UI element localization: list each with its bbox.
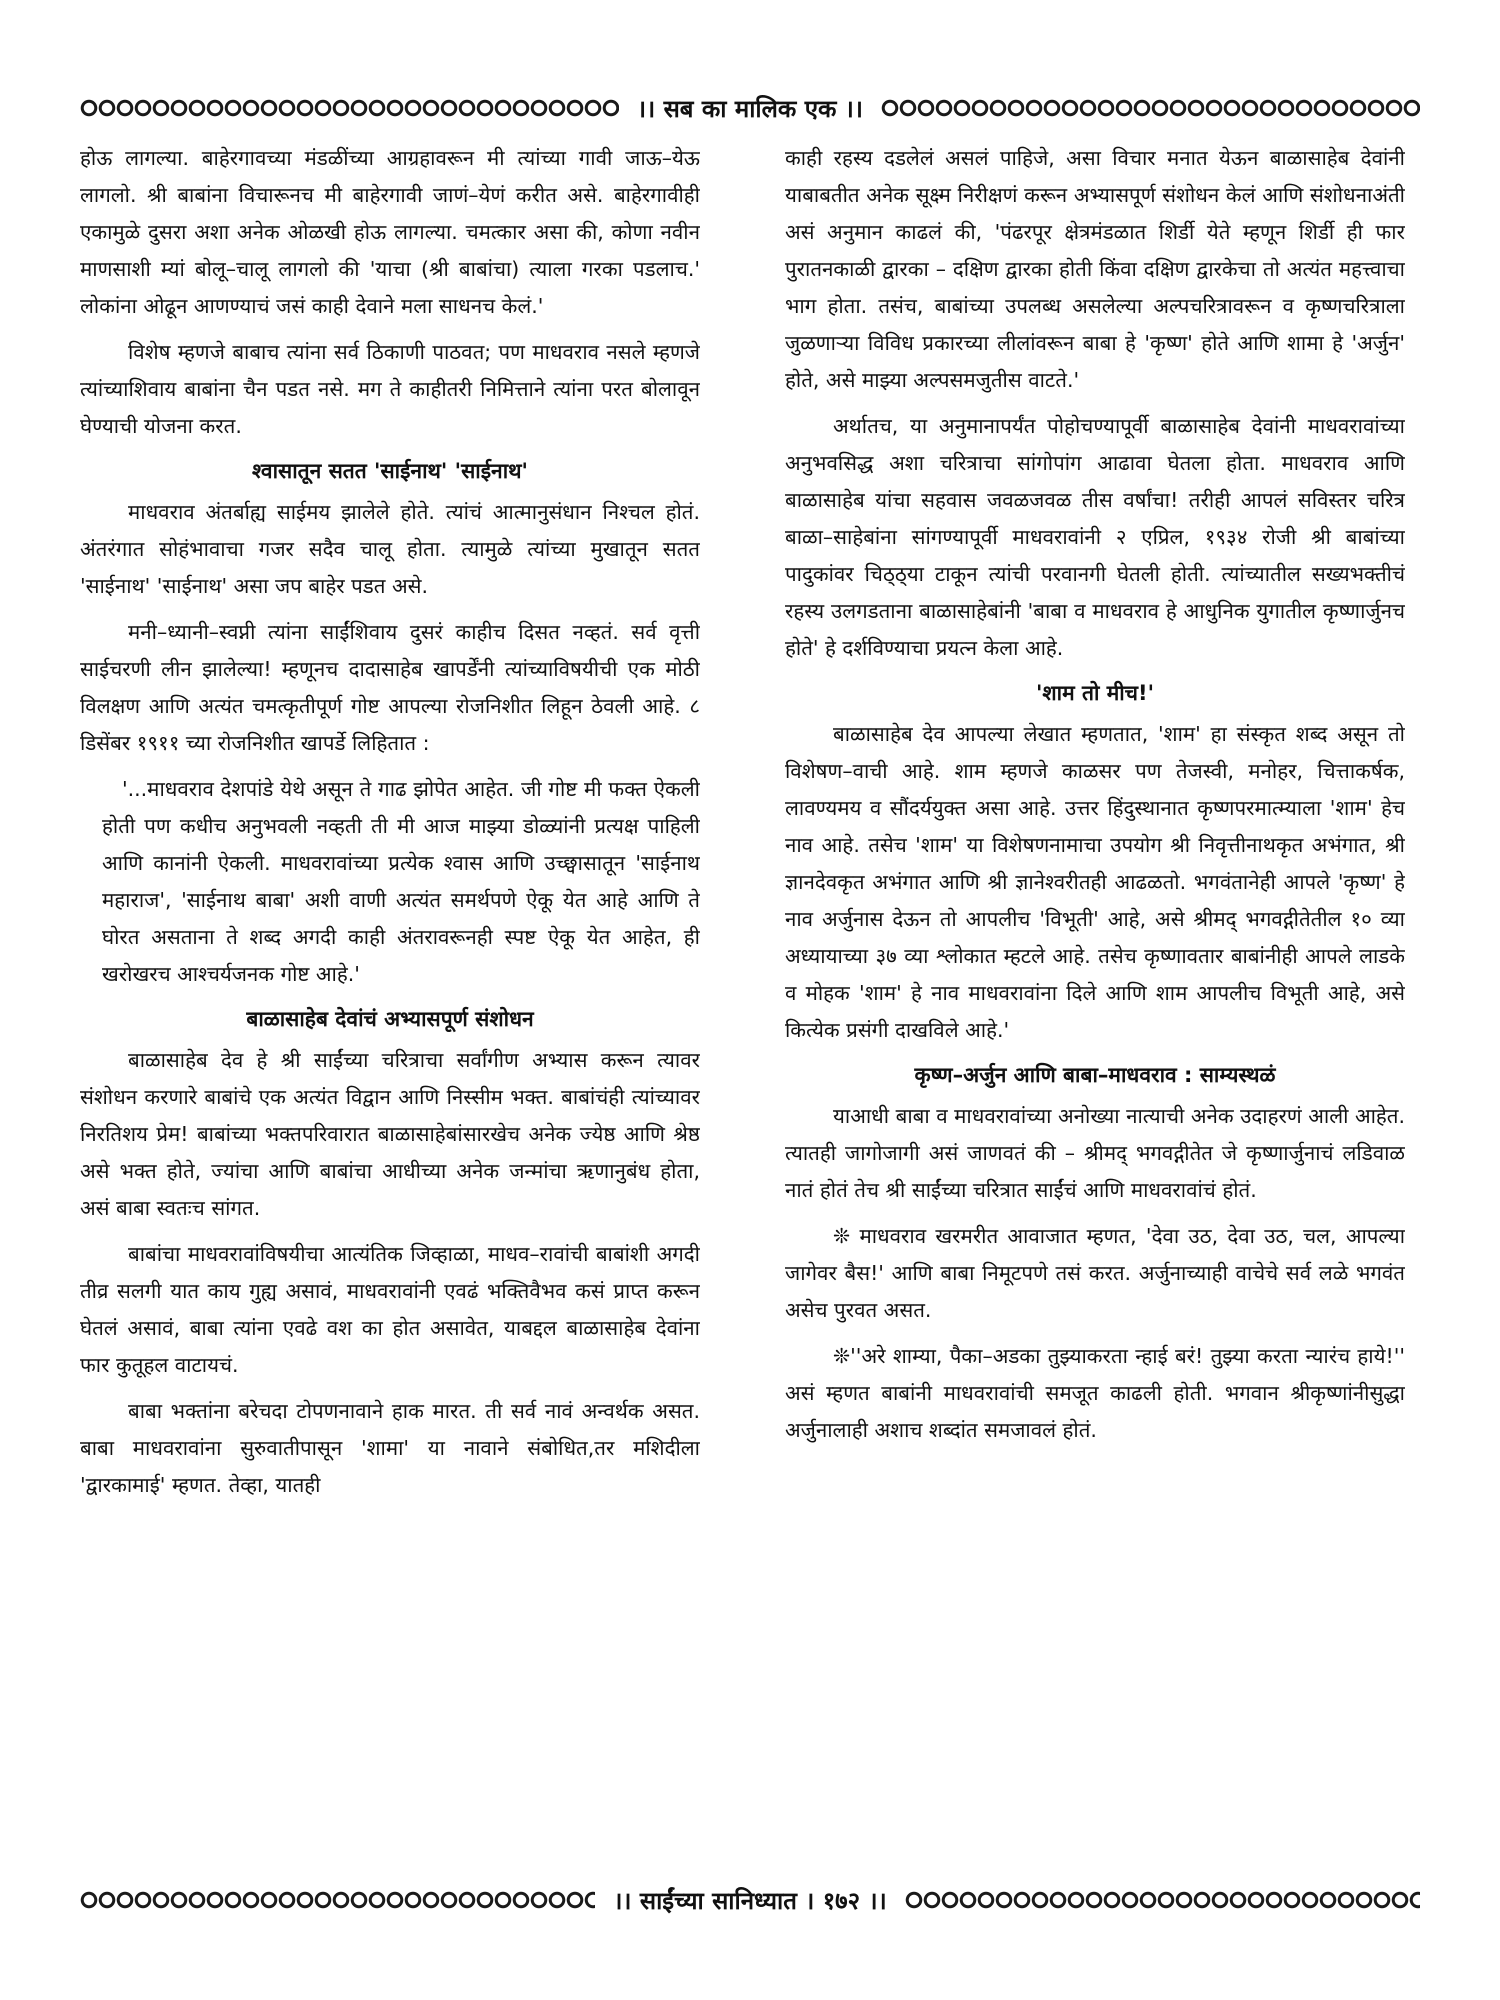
quote-paragraph: '...माधवराव देशपांडे येथे असून ते गाढ झोपेत आहेत. जी गोष्ट मी फक्त ऐकली होती पण कधीच अनुभवली नव्हती ती मी आज माझ्या डोळ्यांनी प्रत्यक्ष पाहिली आणि कानांनी ऐकली. माधवरावांच्या प्रत्येक श्वास आणि उच्छ्वासातून 'साईनाथ महाराज', 'साईनाथ बाबा' अशी वाणी अत्यंत समर्थपणे ऐकू येत आहे आणि ते घोरत असताना ते शब्द अगदी काही अंतरावरूनही स्पष्ट ऐकू येत आहेत, ही खरोखरच आश्चर्यजनक गोष्ट आहे.'	[102, 777, 700, 986]
paragraph: होऊ लागल्या. बाहेरगावच्या मंडळींच्या आग्रहावरून मी त्यांच्या गावी जाऊ–येऊ लागलो. श्री बाबांना विचारूनच मी बाहेरगावी जाणं–येणं करीत असे. बाहेरगावीही एकामुळे दुसरा अशा अनेक ओळखी होऊ लागल्या. चमत्कार असा की, कोणा नवीन माणसाशी म्यां बोलू–चालू लागलो की 'याचा (श्री बाबांचा) त्याला गरका पडलाच.' लोकांना ओढून आणण्याचं जसं काही देवाने मला साधनच केलं.'	[80, 146, 700, 318]
paragraph: माधवराव अंतर्बाह्य साईमय झालेले होते. त्यांचं आत्मानुसंधान निश्चल होतं. अंतरंगात सोहंभावाचा गजर सदैव चालू होता. त्यामुळे त्यांच्या मुखातून सतत 'साईनाथ' 'साईनाथ' असा जप बाहेर पडत असे.	[80, 500, 700, 598]
header-title: ।। सब का मालिक एक ।।	[637, 94, 863, 123]
paragraph: विशेष म्हणजे बाबाच त्यांना सर्व ठिकाणी पाठवत; पण माधवराव नसले म्हणजे त्यांच्याशिवाय बाबांना चैन पडत नसे. मग ते काहीतरी निमित्ताने त्यांना परत बोलावून घेण्याची योजना करत.	[80, 340, 700, 438]
section-heading: श्वासातून सतत 'साईनाथ' 'साईनाथ'	[251, 459, 528, 483]
header-ornament-right	[881, 97, 1420, 119]
right-column	[785, 140, 1405, 1870]
paragraph: अर्थातच, या अनुमानापर्यंत पोहोचण्यापूर्वी बाळासाहेब देवांनी माधवरावांच्या अनुभवसिद्ध अशा चरित्राचा सांगोपांग आढावा घेतला होता. माधवराव आणि बाळासाहेब यांचा सहवास जवळजवळ तीस वर्षांचा! तरीही आपलं सविस्तर चरित्र बाळा–साहेबांना सांगण्यापूर्वी माधवरावांनी २ एप्रिल, १९३४ रोजी श्री बाबांच्या पादुकांवर चिठ्ठ्या टाकून त्यांची परवानगी घेतली होती. त्यांच्यातील सख्यभक्तीचं रहस्य उलगडताना बाळासाहेबांनी 'बाबा व माधवराव हे आधुनिक युगातील कृष्णार्जुनच होते' हे दर्शविण्याचा प्रयत्न केला आहे.	[785, 414, 1405, 660]
paragraph: बाबांचा माधवरावांविषयीचा आत्यंतिक जिव्हाळा, माधव–रावांची बाबांशी अगदी तीव्र सलगी यात काय गुह्य असावं, माधवरावांनी एवढं भक्तिवैभव कसं प्राप्त करून घेतलं असावं, बाबा त्यांना एवढे वश का होत असावेत, याबद्दल बाळासाहेब देवांना फार कुतूहल वाटायचं.	[80, 1242, 700, 1377]
section-heading: बाळासाहेब देवांचं अभ्यासपूर्ण संशोधन	[246, 1007, 534, 1031]
footer-ornament-left	[80, 1889, 595, 1911]
footer-band	[80, 1880, 1420, 1920]
paragraph: बाळासाहेब देव आपल्या लेखात म्हणतात, 'शाम' हा संस्कृत शब्द असून तो विशेषण–वाची आहे. शाम म्हणजे काळसर पण तेजस्वी, मनोहर, चित्ताकर्षक, लावण्यमय व सौंदर्ययुक्त असा आहे. उत्तर हिंदुस्थानात कृष्णपरमात्म्याला 'शाम' हेच नाव आहे. तसेच 'शाम' या विशेषणनामाचा उपयोग श्री निवृत्तीनाथकृत अभंगात, श्री ज्ञानदेवकृत अभंगात आणि श्री ज्ञानेश्वरीतही आढळतो. भगवंतानेही आपले 'कृष्ण' हे नाव अर्जुनास देऊन तो आपलीच 'विभूती' आहे, असे श्रीमद् भगवद्गीतेतील १० व्या अध्यायाच्या ३७ व्या श्लोकात म्हटले आहे. तसेच कृष्णावतार बाबांनीही आपले लाडके व मोहक 'शाम' हे नाव माधवरावांना दिले आणि शाम आपलीच विभूती आहे, असे कित्येक प्रसंगी दाखविले आहे.'	[785, 722, 1405, 1042]
paragraph: बाबा भक्तांना बरेचदा टोपणनावाने हाक मारत. ती सर्व नावं अन्वर्थक असत. बाबा माधवरावांना सुरुवातीपासून 'शामा' या नावाने संबोधित,तर मशिदीला 'द्वारकामाई' म्हणत. तेव्हा, यातही	[80, 1399, 700, 1497]
header-band	[80, 88, 1420, 128]
paragraph: ❊''अरे शाम्या, पैका–अडका तुझ्याकरता न्हाई बरं! तुझ्या करता न्यारंच हाये!'' असं म्हणत बाबांनी माधवरावांची समजूत काढली होती. भगवान श्रीकृष्णांनीसुद्धा अर्जुनालाही अशाच शब्दांत समजावलं होतं.	[785, 1344, 1405, 1442]
footer-title: ।। साईंच्या सानिध्यात । १७२ ।।	[613, 1886, 887, 1915]
footer-ornament-right	[905, 1889, 1420, 1911]
paragraph: याआधी बाबा व माधवरावांच्या अनोख्या नात्याची अनेक उदाहरणं आली आहेत. त्यातही जागोजागी असं जाणवतं की – श्रीमद् भगवद्गीतेत जे कृष्णार्जुनाचं लडिवाळ नातं होतं तेच श्री साईंच्या चरित्रात साईंचं आणि माधवरावांचं होतं.	[785, 1104, 1405, 1202]
paragraph: काही रहस्य दडलेलं असलं पाहिजे, असा विचार मनात येऊन बाळासाहेब देवांनी याबाबतीत अनेक सूक्ष्म निरीक्षणं करून अभ्यासपूर्ण संशोधन केलं आणि संशोधनाअंती असं अनुमान काढलं की, 'पंढरपूर क्षेत्रमंडळात शिर्डी येते म्हणून शिर्डी ही फार पुरातनकाळी द्वारका – दक्षिण द्वारका होती किंवा दक्षिण द्वारकेचा तो अत्यंत महत्त्वाचा भाग होता. तसंच, बाबांच्या उपलब्ध असलेल्या अल्पचरित्रावरून व कृष्णचरित्राला जुळणाऱ्या विविध प्रकारच्या लीलांवरून बाबा हे 'कृष्ण' होते आणि शामा हे 'अर्जुन' होते, असे माझ्या अल्पसमजुतीस वाटते.'	[785, 146, 1405, 392]
left-column	[80, 140, 700, 1870]
paragraph: बाळासाहेब देव हे श्री साईंच्या चरित्राचा सर्वांगीण अभ्यास करून त्यावर संशोधन करणारे बाबांचे एक अत्यंत विद्वान आणि निस्सीम भक्त. बाबांचंही त्यांच्यावर निरतिशय प्रेम! बाबांच्या भक्तपरिवारात बाळासाहेबांसारखेच अनेक ज्येष्ठ आणि श्रेष्ठ असे भक्त होते, ज्यांचा आणि बाबांचा आधीच्या अनेक जन्मांचा ऋणानुबंध होता, असं बाबा स्वतःच सांगत.	[80, 1048, 700, 1220]
section-heading: 'शाम तो मीच!'	[1035, 681, 1155, 705]
paragraph: ❊ माधवराव खरमरीत आवाजात म्हणत, 'देवा उठ, देवा उठ, चल, आपल्या जागेवर बैस!' आणि बाबा निमूटपणे तसं करत. अर्जुनाच्याही वाचेचे सर्व लळे भगवंत असेच पुरवत असत.	[785, 1224, 1405, 1322]
paragraph: मनी–ध्यानी–स्वप्नी त्यांना साईंशिवाय दुसरं काहीच दिसत नव्हतं. सर्व वृत्ती साईचरणी लीन झालेल्या! म्हणूनच दादासाहेब खापर्डेंनी त्यांच्याविषयीची एक मोठी विलक्षण आणि अत्यंत चमत्कृतीपूर्ण गोष्ट आपल्या रोजनिशीत लिहून ठेवली आहे. ८ डिसेंबर १९११ च्या रोजनिशीत खापर्डे लिहितात :	[80, 620, 700, 755]
header-ornament-left	[80, 97, 619, 119]
section-heading: कृष्ण–अर्जुन आणि बाबा–माधवराव : साम्यस्थळं	[914, 1063, 1276, 1087]
